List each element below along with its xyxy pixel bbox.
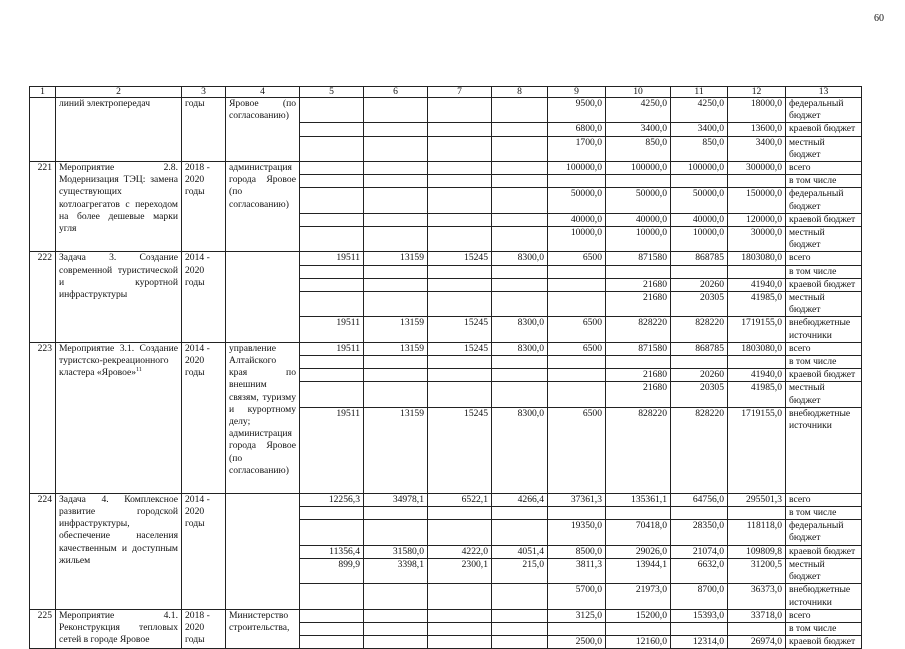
- value-cell: 41940,0: [728, 278, 786, 291]
- value-cell: 850,0: [671, 136, 728, 161]
- value-cell: 40000,0: [606, 213, 671, 226]
- value-cell: 31580,0: [364, 545, 428, 558]
- value-cell: 2300,1: [428, 558, 492, 583]
- funding-source: краевой бюджет: [786, 213, 862, 226]
- value-cell: 109809,8: [728, 545, 786, 558]
- value-cell: 215,0: [492, 558, 548, 583]
- funding-source: местный бюджет: [786, 136, 862, 161]
- funding-source: внебюджетные источники: [786, 584, 862, 609]
- value-cell: 4222,0: [428, 545, 492, 558]
- value-cell: 41985,0: [728, 382, 786, 407]
- col-header: 8: [492, 87, 548, 98]
- value-cell: 8300,0: [492, 252, 548, 265]
- value-cell: 40000,0: [671, 213, 728, 226]
- value-cell: 100000,0: [606, 162, 671, 175]
- value-cell: 118118,0: [728, 520, 786, 545]
- measure-name: [56, 342, 182, 493]
- value-cell: 21680: [606, 369, 671, 382]
- period: 2014 - 2020 годы: [182, 252, 226, 342]
- value-cell: 100000,0: [548, 162, 606, 175]
- value-cell: 33718,0: [728, 609, 786, 622]
- value-cell: 13159: [364, 317, 428, 342]
- value-cell: 150000,0: [728, 188, 786, 213]
- value-cell: 13159: [364, 407, 428, 493]
- program-table: [29, 86, 862, 649]
- table-row: [30, 98, 862, 123]
- funding-source: местный бюджет: [786, 292, 862, 317]
- funding-source: краевой бюджет: [786, 123, 862, 136]
- value-cell: 12160,0: [606, 636, 671, 649]
- value-cell: 3125,0: [548, 609, 606, 622]
- funding-source: местный бюджет: [786, 558, 862, 583]
- funding-source: внебюджетные источники: [786, 407, 862, 493]
- value-cell: 21074,0: [671, 545, 728, 558]
- value-cell: 12314,0: [671, 636, 728, 649]
- funding-source: в том числе: [786, 265, 862, 278]
- funding-source: федеральный бюджет: [786, 98, 862, 123]
- col-header: 1: [30, 87, 56, 98]
- funding-source: в том числе: [786, 175, 862, 188]
- value-cell: 20305: [671, 382, 728, 407]
- value-cell: 828220: [606, 317, 671, 342]
- col-header: 3: [182, 87, 226, 98]
- value-cell: 1719155,0: [728, 317, 786, 342]
- value-cell: 19511: [300, 252, 364, 265]
- value-cell: 19511: [300, 407, 364, 493]
- value-cell: 2500,0: [548, 636, 606, 649]
- value-cell: 8300,0: [492, 407, 548, 493]
- value-cell: 20260: [671, 278, 728, 291]
- value-cell: 871580: [606, 252, 671, 265]
- value-cell: 8500,0: [548, 545, 606, 558]
- value-cell: 15245: [428, 317, 492, 342]
- value-cell: 5700,0: [548, 584, 606, 609]
- value-cell: 37361,3: [548, 493, 606, 506]
- value-cell: 21680: [606, 382, 671, 407]
- value-cell: 6500: [548, 407, 606, 493]
- value-cell: 34978,1: [364, 493, 428, 506]
- value-cell: 13944,1: [606, 558, 671, 583]
- value-cell: 30000,0: [728, 227, 786, 252]
- value-cell: 29026,0: [606, 545, 671, 558]
- value-cell: 6800,0: [548, 123, 606, 136]
- value-cell: 10000,0: [671, 227, 728, 252]
- value-cell: 26974,0: [728, 636, 786, 649]
- value-cell: 20260: [671, 369, 728, 382]
- funding-source: местный бюджет: [786, 227, 862, 252]
- executor: Яровое (по согласованию): [226, 98, 300, 162]
- col-header: 2: [56, 87, 182, 98]
- col-header: 5: [300, 87, 364, 98]
- row-number: 223: [30, 342, 56, 493]
- value-cell: 13159: [364, 342, 428, 355]
- period: 2014 - 2020 годы: [182, 493, 226, 609]
- value-cell: 19350,0: [548, 520, 606, 545]
- value-cell: 828220: [606, 407, 671, 493]
- value-cell: 19511: [300, 342, 364, 355]
- col-header: 13: [786, 87, 862, 98]
- value-cell: 6500: [548, 252, 606, 265]
- executor: администрация города Яровое (по согласованию): [226, 162, 300, 252]
- value-cell: 3400,0: [671, 123, 728, 136]
- value-cell: 828220: [671, 317, 728, 342]
- funding-source: всего: [786, 162, 862, 175]
- value-cell: 8700,0: [671, 584, 728, 609]
- measure-name: Задача 3. Создание современной туристической и курортной инфраструктуры: [56, 252, 182, 342]
- value-cell: 9500,0: [548, 98, 606, 123]
- value-cell: 4266,4: [492, 493, 548, 506]
- period: годы: [182, 98, 226, 162]
- value-cell: 871580: [606, 342, 671, 355]
- col-header: 4: [226, 87, 300, 98]
- table-row: [30, 162, 862, 175]
- funding-source: всего: [786, 252, 862, 265]
- measure-name: Задача 4. Комплексное развитие городской инфраструктуры, обеспечение населения качественным и доступным жильем: [56, 493, 182, 609]
- measure-name: Мероприятие 2.8. Модернизация ТЭЦ: замена существующих котлоагрегатов с переходом на более дешевые марки угля: [56, 162, 182, 252]
- value-cell: 300000,0: [728, 162, 786, 175]
- table-row: [30, 252, 862, 265]
- row-number: [30, 98, 56, 162]
- col-header: 10: [606, 87, 671, 98]
- value-cell: 36373,0: [728, 584, 786, 609]
- value-cell: 1700,0: [548, 136, 606, 161]
- value-cell: 19511: [300, 317, 364, 342]
- value-cell: 41940,0: [728, 369, 786, 382]
- executor: Министерство строительства,: [226, 609, 300, 649]
- value-cell: 20305: [671, 292, 728, 317]
- col-header: 7: [428, 87, 492, 98]
- value-cell: 135361,1: [606, 493, 671, 506]
- value-cell: 13159: [364, 252, 428, 265]
- row-number: 225: [30, 609, 56, 649]
- table-row: [30, 609, 862, 622]
- value-cell: 10000,0: [548, 227, 606, 252]
- value-cell: 850,0: [606, 136, 671, 161]
- value-cell: 1719155,0: [728, 407, 786, 493]
- funding-source: федеральный бюджет: [786, 188, 862, 213]
- value-cell: 18000,0: [728, 98, 786, 123]
- value-cell: 11356,4: [300, 545, 364, 558]
- value-cell: 15200,0: [606, 609, 671, 622]
- table-row: [30, 342, 862, 355]
- value-cell: 50000,0: [606, 188, 671, 213]
- period: 2014 - 2020 годы: [182, 342, 226, 493]
- measure-name-text: Мероприятие 3.1. Создание туристско-рекреационного кластера «Яровое»: [59, 342, 178, 379]
- value-cell: 15245: [428, 252, 492, 265]
- value-cell: 8300,0: [492, 342, 548, 355]
- value-cell: 868785: [671, 342, 728, 355]
- value-cell: 13600,0: [728, 123, 786, 136]
- value-cell: 10000,0: [606, 227, 671, 252]
- funding-source: краевой бюджет: [786, 369, 862, 382]
- col-header: 12: [728, 87, 786, 98]
- value-cell: 6500: [548, 317, 606, 342]
- funding-source: в том числе: [786, 622, 862, 635]
- value-cell: 8300,0: [492, 317, 548, 342]
- value-cell: 12256,3: [300, 493, 364, 506]
- funding-source: краевой бюджет: [786, 278, 862, 291]
- funding-source: в том числе: [786, 507, 862, 520]
- measure-name: линий электропередач: [56, 98, 182, 162]
- period: 2018 - 2020 годы: [182, 609, 226, 649]
- value-cell: 899,9: [300, 558, 364, 583]
- value-cell: 31200,5: [728, 558, 786, 583]
- value-cell: 3400,0: [728, 136, 786, 161]
- funding-source: федеральный бюджет: [786, 520, 862, 545]
- footnote-ref: 11: [136, 367, 142, 374]
- value-cell: 15245: [428, 407, 492, 493]
- value-cell: 3400,0: [606, 123, 671, 136]
- funding-source: краевой бюджет: [786, 545, 862, 558]
- value-cell: 295501,3: [728, 493, 786, 506]
- funding-source: краевой бюджет: [786, 636, 862, 649]
- value-cell: 6522,1: [428, 493, 492, 506]
- value-cell: 6632,0: [671, 558, 728, 583]
- value-cell: 120000,0: [728, 213, 786, 226]
- value-cell: 70418,0: [606, 520, 671, 545]
- row-number: 224: [30, 493, 56, 609]
- value-cell: 4250,0: [671, 98, 728, 123]
- measure-name: Мероприятие 4.1. Реконструкция тепловых сетей в городе Яровое: [56, 609, 182, 649]
- value-cell: 41985,0: [728, 292, 786, 317]
- value-cell: 21973,0: [606, 584, 671, 609]
- value-cell: 15393,0: [671, 609, 728, 622]
- table-row: [30, 493, 862, 506]
- column-number-row: [30, 87, 862, 98]
- funding-source: всего: [786, 493, 862, 506]
- value-cell: 50000,0: [548, 188, 606, 213]
- col-header: 9: [548, 87, 606, 98]
- value-cell: 21680: [606, 292, 671, 317]
- funding-source: всего: [786, 609, 862, 622]
- value-cell: 100000,0: [671, 162, 728, 175]
- value-cell: 868785: [671, 252, 728, 265]
- value-cell: 28350,0: [671, 520, 728, 545]
- value-cell: 21680: [606, 278, 671, 291]
- row-number: 222: [30, 252, 56, 342]
- page-number: 60: [874, 13, 884, 24]
- value-cell: 4250,0: [606, 98, 671, 123]
- executor: [226, 252, 300, 342]
- value-cell: 50000,0: [671, 188, 728, 213]
- value-cell: 1803080,0: [728, 342, 786, 355]
- executor: управление Алтайского края по внешним связям, туризму и курортному делу; администрация города Яровое (по согласованию): [226, 342, 300, 493]
- value-cell: 4051,4: [492, 545, 548, 558]
- funding-source: внебюджетные источники: [786, 317, 862, 342]
- col-header: 11: [671, 87, 728, 98]
- funding-source: в том числе: [786, 356, 862, 369]
- period: 2018 - 2020 годы: [182, 162, 226, 252]
- value-cell: 3398,1: [364, 558, 428, 583]
- value-cell: 1803080,0: [728, 252, 786, 265]
- row-number: 221: [30, 162, 56, 252]
- value-cell: 6500: [548, 342, 606, 355]
- value-cell: 40000,0: [548, 213, 606, 226]
- value-cell: 828220: [671, 407, 728, 493]
- funding-source: местный бюджет: [786, 382, 862, 407]
- value-cell: 3811,3: [548, 558, 606, 583]
- col-header: 6: [364, 87, 428, 98]
- funding-source: всего: [786, 342, 862, 355]
- value-cell: 64756,0: [671, 493, 728, 506]
- value-cell: 15245: [428, 342, 492, 355]
- executor: [226, 493, 300, 609]
